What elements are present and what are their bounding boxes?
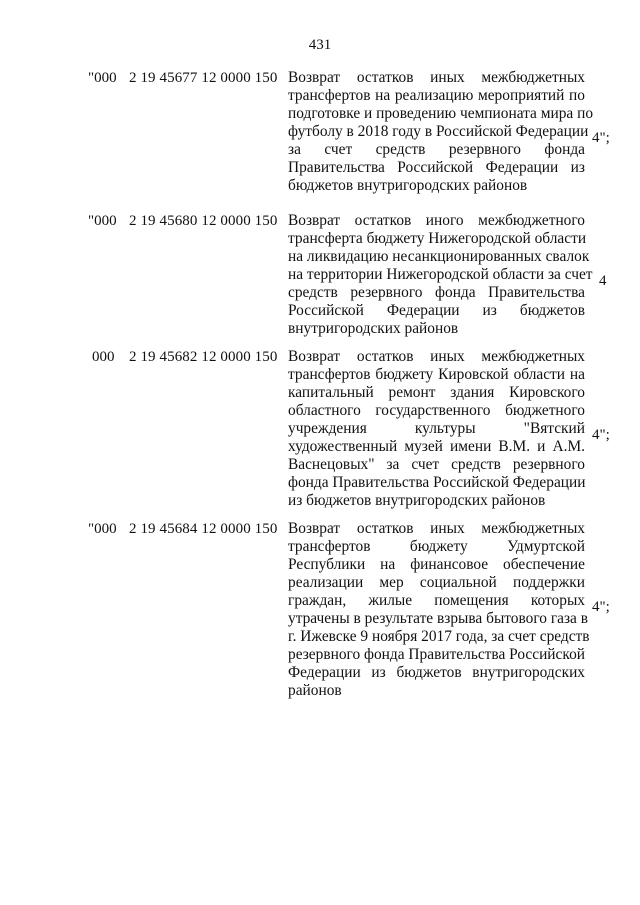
entry-amount: 4: [599, 273, 607, 289]
budget-classification-code: 2 19 45680 12 0000 150: [129, 213, 278, 229]
page-number: 431: [308, 37, 332, 53]
entry-amount: 4";: [592, 130, 610, 146]
description-line: Васнецовых" за счет средств резервного: [288, 456, 585, 473]
description-line: Возврат остатков иных межбюджетных: [288, 520, 585, 537]
entry-description: [288, 69, 594, 195]
description-line: учреждения культуры "Вятский: [288, 420, 585, 437]
budget-classification-code: 2 19 45682 12 0000 150: [129, 349, 278, 365]
description-line: утрачены в результате взрыва бытового газа в: [288, 610, 588, 627]
description-line: средств резервного фонда Правительства: [288, 284, 585, 301]
entry-description: [288, 520, 590, 700]
description-line: реализации мер социальной поддержки: [288, 574, 585, 591]
entry-prefix: 000: [92, 349, 115, 365]
entry-description: [288, 212, 593, 338]
entry-amount: 4";: [592, 599, 610, 615]
description-line: Российской Федерации из бюджетов: [288, 302, 585, 319]
description-line: Возврат остатков иного межбюджетного: [288, 212, 585, 229]
description-line: трансфертов бюджету Удмуртской: [288, 538, 585, 555]
description-line: на территории Нижегородской области за счет: [288, 266, 593, 283]
entry-amount: 4";: [592, 427, 610, 443]
description-line: Правительства Российской Федерации из: [288, 159, 585, 176]
description-line: трансфертов бюджету Кировской области на: [288, 366, 585, 383]
description-line: трансфертов на реализацию мероприятий по: [288, 87, 585, 104]
description-line: областного государственного бюджетного: [288, 402, 585, 419]
description-line: районов: [288, 682, 342, 699]
description-line: бюджетов внутригородских районов: [288, 177, 528, 194]
budget-classification-code: 2 19 45677 12 0000 150: [129, 70, 278, 86]
description-line: за счет средств резервного фонда: [288, 141, 585, 158]
description-line: фонда Правительства Российской Федерации: [288, 474, 586, 491]
entry-prefix: "000: [88, 213, 117, 229]
description-line: Федерации из бюджетов внутригородских: [288, 664, 585, 681]
description-line: капитальный ремонт здания Кировского: [288, 384, 585, 401]
description-line: внутригородских районов: [288, 320, 459, 337]
description-line: художественный музей имени В.М. и А.М.: [288, 438, 585, 455]
budget-classification-code: 2 19 45684 12 0000 150: [129, 521, 278, 537]
description-line: из бюджетов внутригородских районов: [288, 492, 546, 509]
description-line: подготовке и проведению чемпионата мира по: [288, 105, 594, 122]
entry-prefix: "000: [88, 521, 117, 537]
entry-prefix: "000: [88, 70, 117, 86]
description-line: футболу в 2018 году в Российской Федерации: [288, 123, 589, 140]
description-line: Республики на финансовое обеспечение: [288, 556, 585, 573]
description-line: Возврат остатков иных межбюджетных: [288, 69, 585, 86]
description-line: резервного фонда Правительства Российской: [288, 646, 585, 663]
entry-description: [288, 348, 585, 510]
description-line: на ликвидацию несанкционированных свалок: [288, 248, 590, 265]
description-line: трансферта бюджету Нижегородской области: [288, 230, 587, 247]
description-line: Возврат остатков иных межбюджетных: [288, 348, 585, 365]
description-line: г. Ижевске 9 ноября 2017 года, за счет средств: [288, 628, 590, 645]
description-line: граждан, жилые помещения которых: [288, 592, 585, 609]
